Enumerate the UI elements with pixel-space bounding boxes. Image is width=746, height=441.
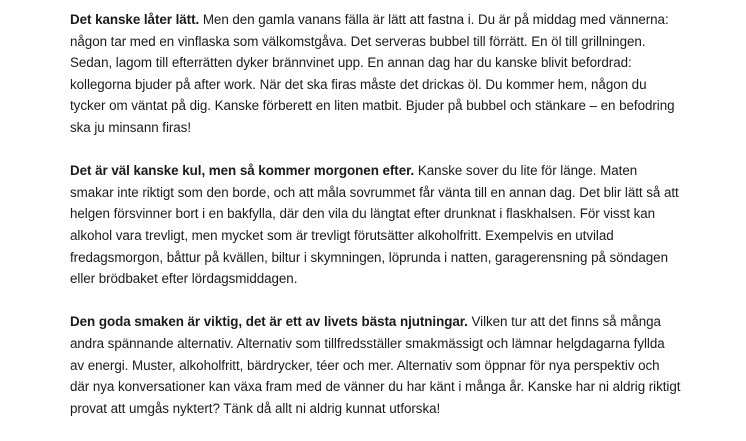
paragraph-2 (70, 160, 682, 290)
paragraph-2-body: Kanske sover du lite för länge. Maten smakar inte riktigt som den borde, och att måla sovrummet får vänta till en annan dag. Det blir lätt så att helgen försvinner bort i en bakfylla, där den vila du längtat efter drunknat i flaskhalsen. För visst kan alkohol vara trevligt, men mycket som är trevligt förutsätter alkoholfritt. Exempelvis en utvilad fredagsmorgon, båttur på kvällen, biltur i skymningen, löprunda i natten, garagerensning på söndagen eller brödbaket efter lördagsmiddagen. (70, 163, 679, 287)
paragraph-3-lead: Den goda smaken är viktig, det är ett av livets bästa njutningar. (70, 314, 468, 330)
paragraph-2-lead: Det är väl kanske kul, men så kommer morgonen efter. (70, 163, 415, 179)
paragraph-3 (70, 311, 682, 419)
paragraph-1-lead: Det kanske låter lätt. (70, 12, 200, 27)
paragraph-1-body: Men den gamla vanans fälla är lätt att fastna i. Du är på middag med vännerna: någon tar med en vinflaska som välkomstgåva. Det serveras bubbel till förrätt. En öl till grillningen. Sedan, lagom till efterrätten dyker brännvinet upp. En annan dag har du kanske blivit befordrad: kollegorna bjuder på after work. När det ska firas måste det drickas öl. Du kommer hem, någon du tycker om väntat på dig. Kanske förberett en liten matbit. Bjuder på bubbel och stänkare – en befodring ska ju minsann firas! (70, 12, 675, 135)
paragraph-3-body: Vilken tur att det finns så många andra spännande alternativ. Alternativ som tillfredsställer smakmässigt och lämnar helgdagarna fyllda av energi. Muster, alkoholfritt, bärdrycker, téer och mer. Alternativ som öppnar för nya perspektiv och där nya konversationer kan växa fram med de vänner du har känt i många år. Kanske har ni aldrig riktigt provat att umgås nyktert? Tänk då allt ni aldrig kunnat utforska! (70, 314, 681, 416)
document-body (70, 9, 682, 441)
paragraph-1 (70, 9, 682, 139)
